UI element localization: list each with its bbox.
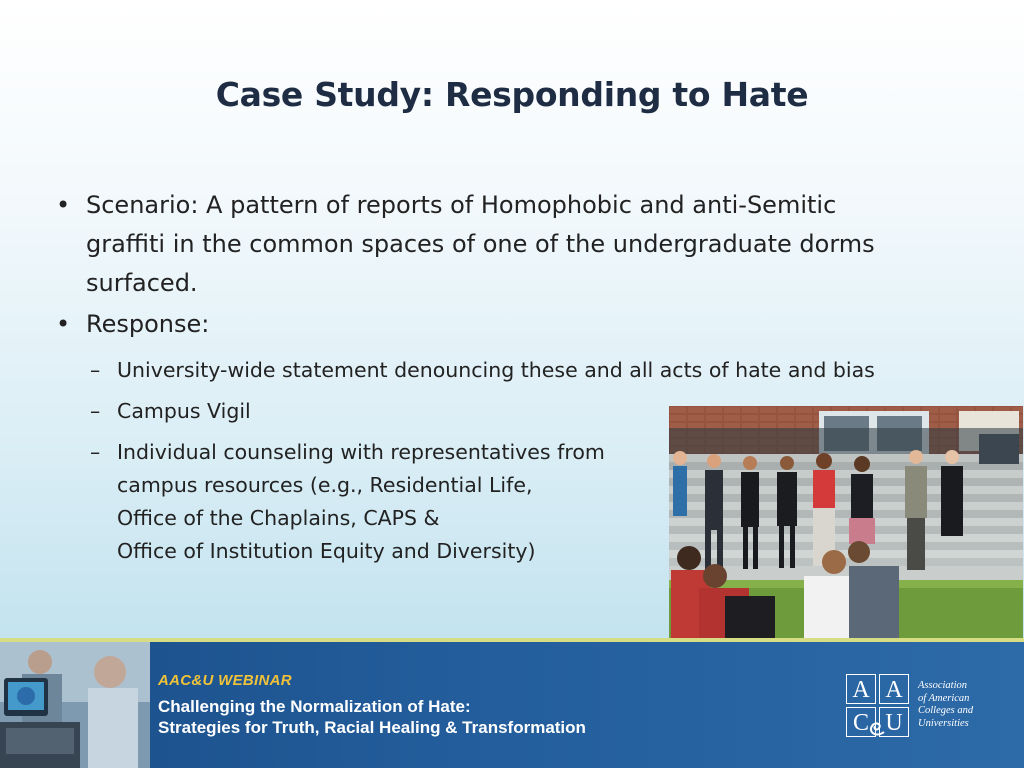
dash-marker: – (90, 399, 101, 423)
sub-bullet-text: University-wide statement denouncing these and all acts of hate and bias (117, 358, 875, 382)
sub-bullet-text: Office of the Chaplains, CAPS & (117, 506, 440, 530)
bullet-text: Scenario: A pattern of reports of Homophobic and anti-Semitic (86, 191, 837, 219)
logo-letter: C (846, 707, 876, 737)
footer-students-photo (0, 642, 150, 768)
ampersand-swirl-icon (866, 712, 892, 738)
sub-bullet-text: Campus Vigil (117, 399, 251, 423)
aacu-logo (846, 674, 912, 738)
bullet-text: Response: (86, 310, 210, 338)
aacu-org-name (918, 680, 1018, 730)
bullet-text-cont: graffiti in the common spaces of one of the undergraduate dorms (86, 230, 875, 258)
sub-bullet-text: Individual counseling with representatives from (117, 440, 605, 464)
sub-bullet-item (56, 354, 976, 387)
webinar-title-line1: Challenging the Normalization of Hate: (158, 697, 471, 716)
bullet-item-scenario (56, 186, 976, 303)
dash-marker: – (90, 358, 101, 382)
org-line: Universities (918, 717, 969, 729)
webinar-series-label: AAC&U WEBINAR (158, 672, 292, 689)
logo-letter: U (879, 707, 909, 737)
logo-letter: A (846, 674, 876, 704)
webinar-footer (0, 642, 1024, 768)
dash-marker: – (90, 440, 101, 464)
sub-bullet-text: campus resources (e.g., Residential Life, (117, 473, 533, 497)
bullet-dot: • (56, 191, 71, 219)
slide-title: Case Study: Responding to Hate (215, 75, 809, 114)
bullet-text-cont: surfaced. (86, 269, 198, 297)
vigil-photo (669, 406, 1023, 640)
webinar-title-line2: Strategies for Truth, Racial Healing & Transformation (158, 718, 586, 737)
org-line: of American (918, 692, 970, 704)
bullet-dot: • (56, 310, 71, 338)
logo-letter: A (879, 674, 909, 704)
sub-bullet-text: Office of Institution Equity and Diversity) (117, 539, 536, 563)
org-line: Colleges and (918, 705, 974, 716)
bullet-item-response (56, 305, 976, 344)
org-line: Association (918, 680, 967, 691)
